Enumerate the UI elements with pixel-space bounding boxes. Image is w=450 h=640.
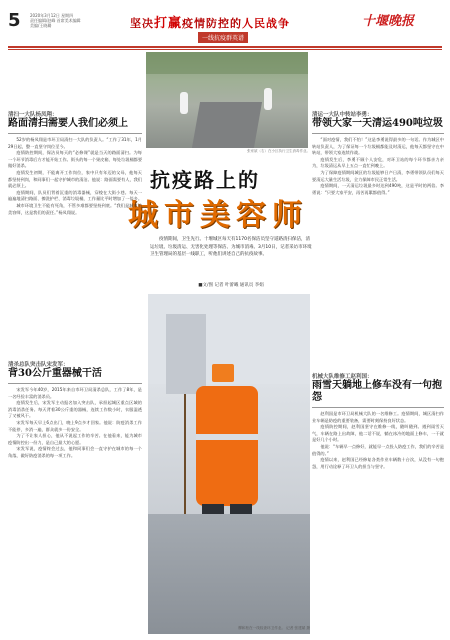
article-headline: 背30公斤重器械干活 [8,368,102,379]
article-paragraph: 疫情发生后，宋发军主动报名加入突击队，承担起城区重点区域的消毒消杀任务。每天背着30公斤重的器械，连续工作数小时，衣服湿透了又被风干。 [8,400,142,419]
article-paragraph: 为了保障疫情期间城区的垃圾能够日产日清，李勇带领队员们每天要清运大量生活垃圾，全力保障市民正常生活。 [312,169,444,182]
main-title-line1: 抗疫路上的 [150,168,260,192]
divider [312,407,444,408]
article-label: 清杀总队突击队宋发军： [8,362,69,368]
section-tag: 一线抗疫群英谱 [198,32,248,43]
building-shape [166,314,206,394]
article-headline: 路面清扫需要人我们必须上 [8,118,128,129]
article-headline: 带领大家一天清运490吨垃圾 [312,118,443,129]
date-line: 2020年3月12日 星期四 [30,13,74,18]
photo-caption: 张家斌（右）在小区执行卫生消毒作业。 [247,149,310,153]
page-number: 5 [8,10,21,31]
tree-line [146,52,308,74]
date-line: 责任编辑/赵峰 首席美术编辑 [30,18,81,23]
article-paragraph: 疫情防控期间，保洁员每天的“必修课”就是当天的路面清扫。为每一个环节消毒后方才能开始工作。街头的每一个果皮箱、每处垃圾桶都要做好消杀。 [8,150,143,169]
article-yang-fengxiang [8,110,142,216]
slogan-mid: 疫情防控的 [182,17,243,30]
slogan-highlight: 打赢 [154,16,183,31]
header-rule [8,46,442,48]
reflective-stripe [196,434,258,440]
article-paragraph: 疫情期间，队员们背着沉重的消毒器械，穿梭在大街小巷。每天一遍遍地清扫路面、擦洗护栏、消毒垃圾桶，工作量比平时增加了一倍多。 [8,189,143,202]
article-zhao-liguo [312,372,444,470]
article-paragraph: 疫情发生初期，不能离开工作岗位，家中只有年迈的父母，他每天都坚持到岗，和同事们一起守护城市的清洁。他说：路面需要有人，我们就必须上。 [8,169,143,189]
road-surface [148,514,310,634]
article-headline: 雨雪天躺地上修车没有一句抱怨 [312,380,442,403]
article-paragraph: 为了不让家人担心，他从不说起工作的辛苦。在他看来，能为城市疫情防控出一份力，是自己最大的心愿。 [8,433,142,445]
article-paragraph: 宋发军今年40岁，2015年来自市环卫局清杀总队，工作了8年，是一名经验丰富的消杀员。 [8,387,142,399]
road-shape [192,102,262,148]
divider [8,383,142,384]
article-label: 清扫一大队杨凤翔： [8,112,58,118]
slogan-prefix: 坚决 [130,17,154,30]
worker-jacket [196,386,258,506]
article-paragraph: 城市环境卫生不能有死角，不管多难都要坚持到底。“我们是城市的美容师，这是我们的责任。”杨凤翔说。 [8,202,142,215]
article-paragraph: 他说：“车辆早一点修好，就能早一点投入防疫工作，我们的辛苦是值得的。” [312,443,445,456]
article-paragraph: 疫情以来，赵利国已经修复各类作业车辆数十台次，从没有一句抱怨，用行动诠释了环卫人的担当与坚守。 [312,457,444,469]
newspaper-logo: 十堰晚报 [362,14,415,29]
article-li-yong [312,110,444,196]
street-disinfection-photo [146,52,308,148]
article-paragraph: “面对疫情，我们不怕！”这是李勇说得最多的一句话。作为城区中转站负责人，为了保证每一个垃圾桶都能及时清运，他每天都坚守在中转站，带领大家连续作战。 [312,137,444,156]
article-label: 清运一大队中转站李勇： [312,112,373,118]
article-paragraph: 宋发军说，疫情终会过去，他和同事们会一直守护在城市的每一个角落，做好防疫消杀的每一项工作。 [8,446,142,458]
divider [312,133,444,134]
article-paragraph: 疫情期间，一天清运垃圾最多时达到490吨，这是平时的两倍。李勇说：“只要大家平安，再苦再累都值得。” [312,183,444,195]
article-paragraph: 疫情发生后，李勇不顾个人安危，对环卫站的每个环节都亲力亲为，垃圾清运从早上五点一直忙到晚上。 [312,156,444,169]
article-paragraph: 52岁的杨凤翔是市环卫局清扫一大队的负责人。“工作了31年，1月29日起，整一直坚守岗位至今。 [8,137,142,149]
lead-paragraph: 疫情期间，卫生先行。十堰城区每天有1170名保洁员坚守道路清扫保洁，清运垃圾、垃圾清运、无害化处理等保洁、为城市消毒。3月10日，记者采访市环境卫生管理局的基层一线职工，听他们讲述自己的抗疫故事。 [150,237,312,257]
worker-figure [264,88,272,110]
issue-date [30,13,110,28]
photo-caption: 柳和松在一线检查环卫作业。 记者 张建斌 摄 [238,626,310,630]
header-subrule [8,49,442,50]
worker-figure [180,92,188,114]
article-label: 机械大队维修工赵利国： [312,374,373,380]
page-slogan [130,12,290,31]
article-paragraph: 赵利国是市环卫局机械大队的一名维修工。疫情期间，城区清扫作业车辆是防疫的重要装备，需要时刻保持良好状态。 [312,411,444,423]
article-paragraph: 宋发军每天早上6点出门，晚上9点多才回家。他说：防疫消杀工作不能停，多消一遍，群众就多一份安全。 [8,419,142,432]
divider [8,133,142,134]
article-song-fajun [8,360,142,460]
slogan-highlight-2: 人民战争 [242,17,291,30]
date-line: 美编/王晓璐 [30,23,52,28]
sanitation-worker-photo [148,294,310,634]
article-paragraph: 疫情防控期间，赵利国坚守在维修一线，随叫随到。遇到雨雪天气，车辆在路上出故障，他二话不说，躺在冰冷的地面上修车，一干就是好几个小时。 [312,424,444,443]
broom-handle [184,394,186,514]
worker-hat [212,364,234,382]
byline: ■文/图 记者 叶蕾曦 通讯员 李娟 [198,283,264,288]
main-title-line2: 城市美容师 [128,198,308,233]
